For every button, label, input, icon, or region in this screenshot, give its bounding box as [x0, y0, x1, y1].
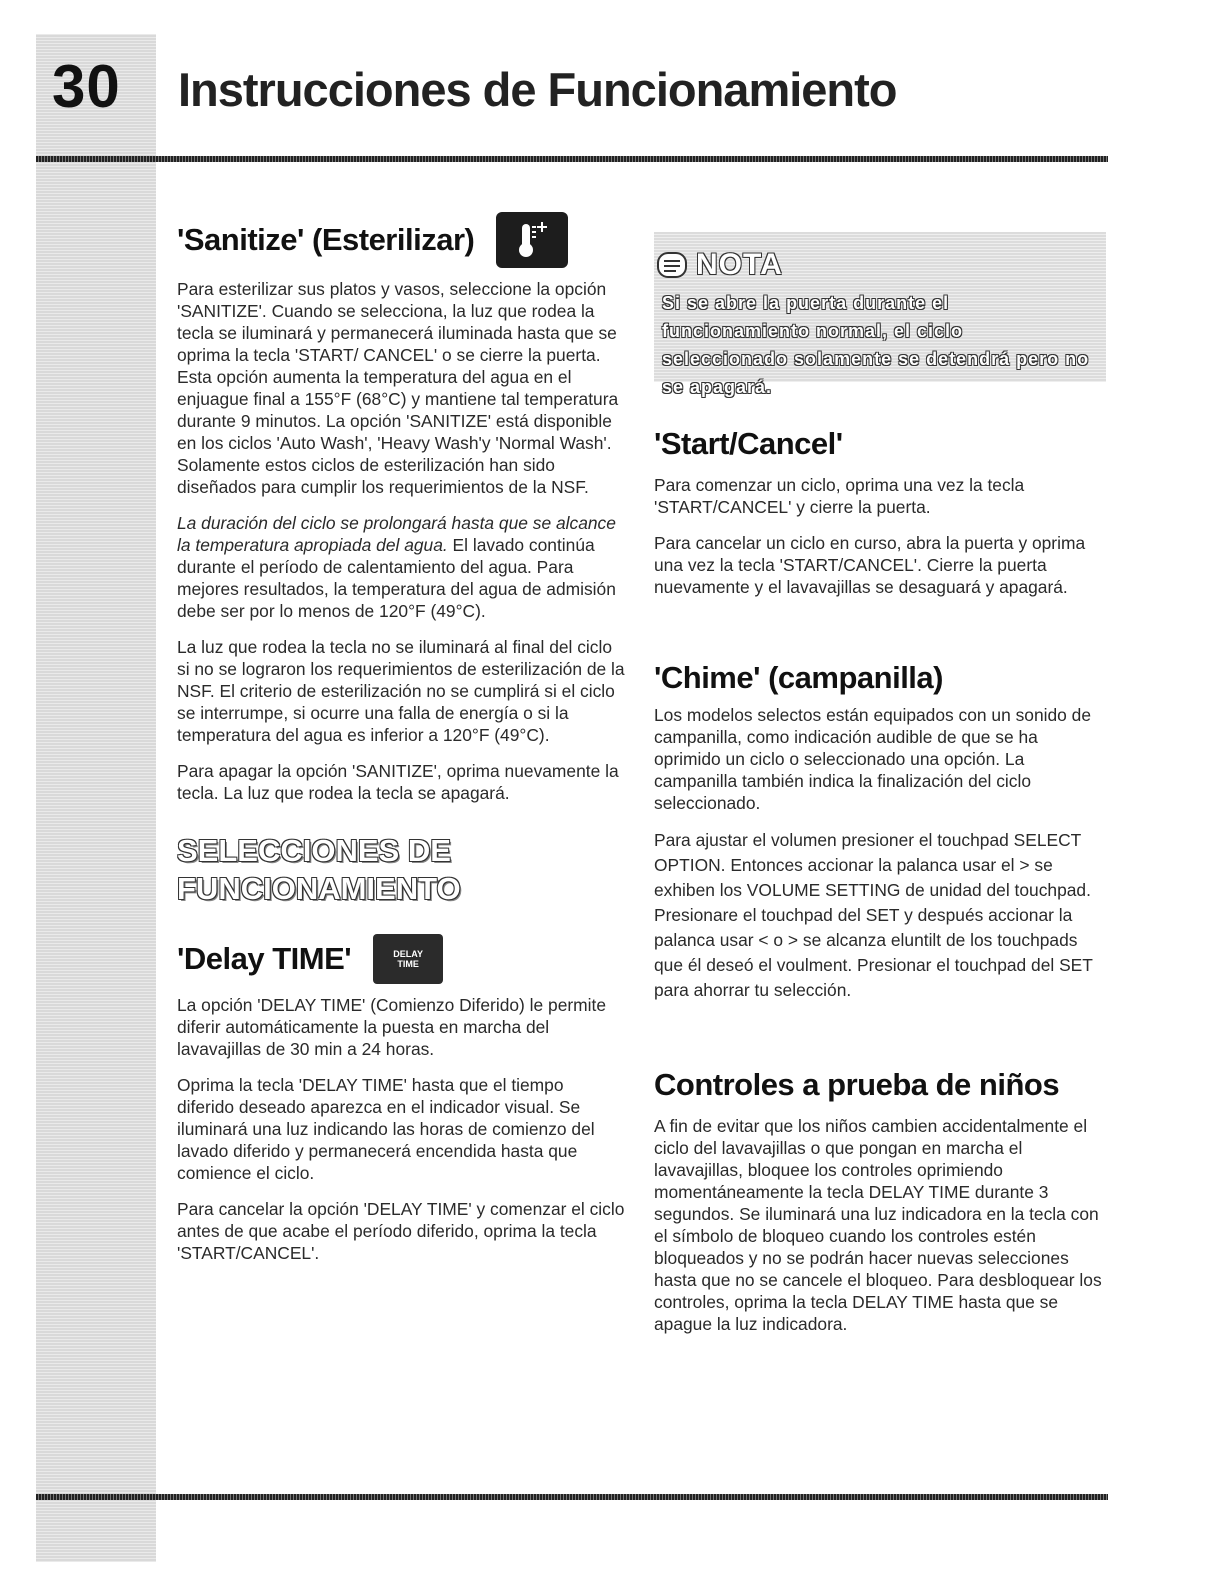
right-column: [654, 232, 1106, 1335]
start-cancel-paragraph-2: Para cancelar un ciclo en curso, abra la puerta y oprima una vez la tecla 'START/CANCEL'. Cierre la puerta nuevamente y el lavavajillas se desaguará y apagará.: [654, 533, 1086, 597]
delay-time-heading: 'Delay TIME': [177, 941, 352, 976]
nota-header: [656, 248, 783, 282]
selecciones-heading-line-1: SELECCIONES DE: [177, 833, 451, 868]
delay-paragraph-3: Para cancelar la opción 'DELAY TIME' y comenzar el ciclo antes de que acabe el período diferido, oprima la tecla 'START/CANCEL'.: [177, 1199, 625, 1263]
sanitize-paragraph-4: Para apagar la opción 'SANITIZE', oprima nuevamente la tecla. La luz que rodea la tecla se apagará.: [177, 761, 619, 803]
left-column: [177, 212, 625, 1264]
sanitize-paragraph-2: [177, 512, 625, 622]
child-lock-paragraph: A fin de evitar que los niños cambien accidentalmente el ciclo del lavavajillas o que pongan en marcha el lavavajillas, bloquee los controles oprimiendo momentáneamente la tecla DELAY TIME durante 3 segundos. Se iluminará una luz indicadora en la tecla con el símbolo de bloqueo cuando los controles estén bloqueados y no se podrán hacer nuevas selecciones hasta que no se cancele el bloqueo. Para desbloquear los controles, oprima la tecla DELAY TIME hasta que se apague la luz indicadora.: [654, 1116, 1102, 1334]
page-title: Instrucciones de Funcionamiento: [178, 63, 897, 116]
sanitize-paragraph-2-rest: El lavado continúa durante el período de calentamiento del agua. Para mejores resultados, la temperatura del agua de admisión debe ser por lo menos de 120°F (49°C).: [177, 535, 616, 621]
chime-paragraph-1: Los modelos selectos están equipados con un sonido de campanilla, como indicación audible de que se ha oprimido un ciclo o seleccionado una opción. La campanilla también indica la finalización del ciclo seleccionado.: [654, 705, 1091, 813]
page-side-strip: [36, 34, 156, 1562]
sanitize-heading: 'Sanitize' (Esterilizar): [177, 222, 475, 257]
sanitize-paragraph-2-italic: La duración del ciclo se prolongará hasta que se alcance la temperatura apropiada del agua.: [177, 513, 616, 555]
nota-box: [654, 232, 1106, 397]
delay-paragraph-1: La opción 'DELAY TIME' (Comienzo Diferido) le permite diferir automáticamente la puesta en marcha del lavavajillas de 30 min a 24 horas.: [177, 995, 607, 1059]
sanitize-section: [177, 212, 625, 804]
start-cancel-section: [654, 426, 1106, 598]
page-number: 30: [52, 53, 121, 120]
child-lock-heading: Controles a prueba de niños: [654, 1067, 1060, 1102]
sanitize-paragraph-3: La luz que rodea la tecla no se iluminará al final del ciclo si no se lograron los requerimientos de esterilización de la NSF. El criterio de esterilización no se cumplirá si el ciclo se interrumpe, si ocurre una falla de energía o si la temperatura del agua es inferior a 120°F (49°C).: [177, 637, 625, 745]
delay-heading-row: [177, 934, 625, 984]
bottom-rule: [36, 1494, 1108, 1500]
delay-time-section: [177, 934, 625, 1264]
top-rule: [36, 156, 1108, 162]
start-cancel-heading: 'Start/Cancel': [654, 426, 843, 461]
chime-paragraph-2: Para ajustar el volumen presioner el touchpad SELECT OPTION. Entonces accionar la palanca usar el > se exhiben los VOLUME SETTING de unidad del touchpad. Presionare el touchpad del SET y después accionar la palanca usar < o > se alcanza eluntilt de los touchpads que él deseó el voulment. Presionar el touchpad del SET para ahorrar tu selección.: [654, 830, 1093, 1000]
note-pad-icon: [656, 251, 688, 279]
thermometer-plus-icon: [496, 212, 568, 268]
nota-text: Si se abre la puerta durante el funcionamiento normal, el ciclo seleccionado solamente se detendrá pero no se apagará.: [662, 293, 1090, 397]
chime-heading: 'Chime' (campanilla): [654, 660, 943, 695]
sanitize-paragraph-1: Para esterilizar sus platos y vasos, seleccione la opción 'SANITIZE'. Cuando se selecciona, la luz que rodea la tecla se iluminará y permanecerá iluminada hasta que se oprima la tecla 'START/ CANCEL' o se cierre la puerta. Esta opción aumenta la temperatura del agua en el enjuague final a 155°F (68°C) y mantiene tal temperatura durante 9 minutos. La opción 'SANITIZE' está disponible en los ciclos 'Auto Wash', 'Heavy Wash'y 'Normal Wash'. Solamente estos ciclos de esterilización han sido diseñados para cumplir los requerimientos de la NSF.: [177, 279, 619, 497]
chime-section: [654, 660, 1106, 1003]
delay-icon-line-1: DELAY: [393, 949, 423, 959]
start-cancel-paragraph-1: Para comenzar un ciclo, oprima una vez la tecla 'START/CANCEL' y cierre la puerta.: [654, 475, 1025, 517]
selecciones-heading: [177, 832, 625, 908]
selecciones-heading-line-2: FUNCIONAMIENTO: [177, 871, 461, 906]
sanitize-heading-row: [177, 212, 625, 268]
delay-paragraph-2: Oprima la tecla 'DELAY TIME' hasta que el tiempo diferido deseado aparezca en el indicador visual. Se iluminará una luz indicando las horas de comienzo del lavado diferido y permanecerá encendida hasta que comience el ciclo.: [177, 1075, 595, 1183]
child-lock-section: [654, 1067, 1106, 1335]
nota-label: NOTA: [696, 248, 783, 281]
delay-time-key-icon: [373, 934, 443, 984]
delay-icon-line-2: TIME: [397, 959, 419, 969]
